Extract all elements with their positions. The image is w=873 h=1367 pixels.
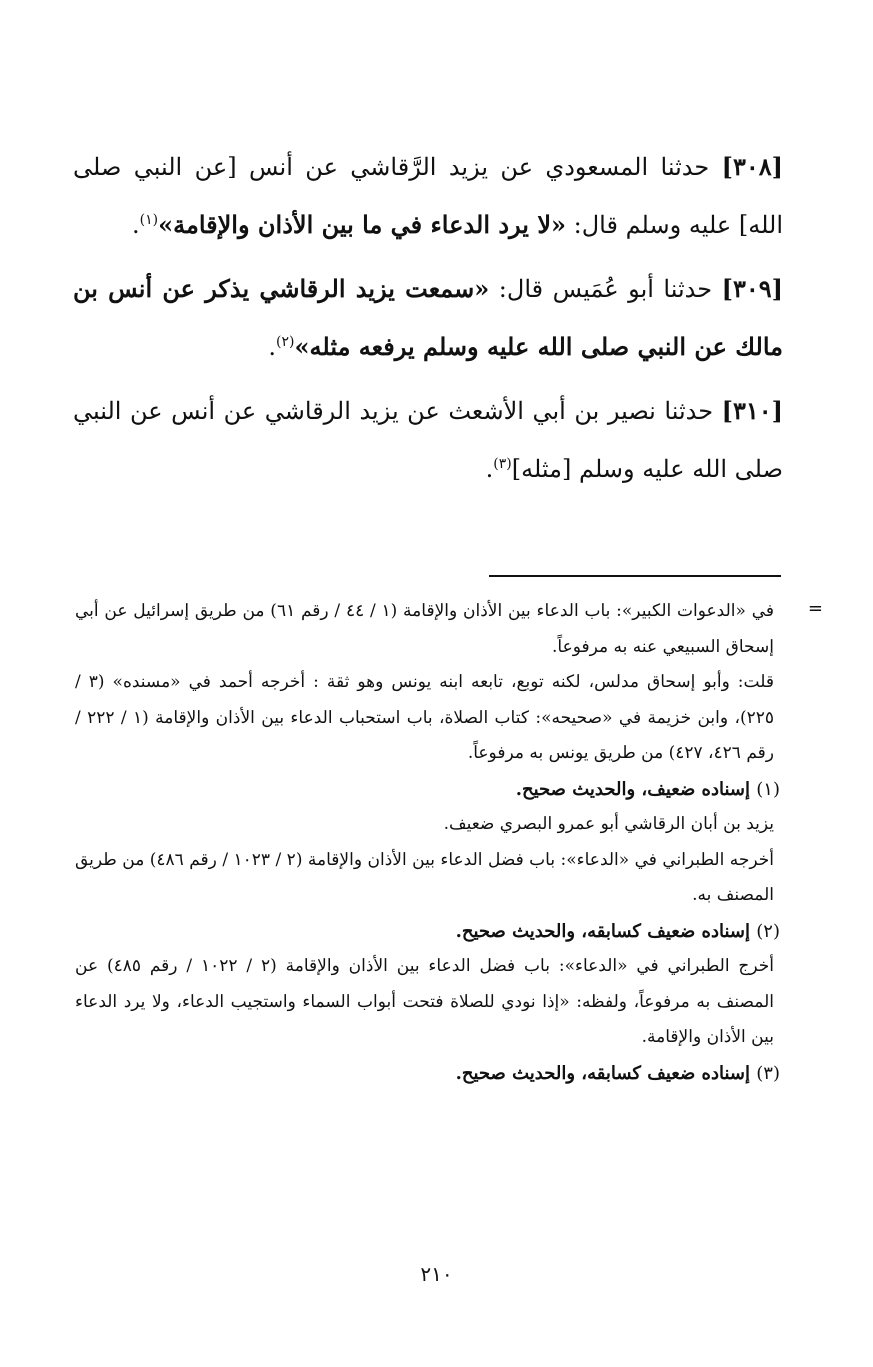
page-number: ٢١٠ <box>420 1262 453 1286</box>
hadith-308 <box>73 138 783 254</box>
hadith-text: حدثنا نصير بن أبي الأشعث عن يزيد الرقاشي عن أنس عن النبي صلى الله عليه وسلم [مثله] <box>73 397 783 483</box>
footnote-number: (٣) <box>756 1062 780 1084</box>
hadith-text: حدثنا أبو عُمَيس قال: <box>489 275 722 303</box>
footnote-ref[interactable]: (٣) <box>493 456 512 472</box>
hadith-matn: «سمعت يزيد الرقاشي يذكر عن أنس بن مالك عن النبي صلى الله عليه وسلم يرفعه مثله» <box>73 274 783 361</box>
hadith-309 <box>73 260 783 376</box>
footnote-number: (١) <box>756 778 780 800</box>
footnotes-section <box>75 594 780 1091</box>
footnote-ref[interactable]: (٢) <box>276 334 295 350</box>
hadith-number: [٣٠٨] <box>721 152 783 181</box>
hadith-number: [٣١٠] <box>721 396 783 425</box>
footnote-1-line: أخرجه الطبراني في «الدعاء»: باب فضل الدعاء بين الأذان والإقامة (٢ / ١٠٢٣ / رقم ٤٨٦) من طريق المصنف به. <box>75 849 775 905</box>
footnote-2-line: أخرج الطبراني في «الدعاء»: باب فضل الدعاء بين الأذان والإقامة (٢ / ١٠٢٢ / رقم ٤٨٥) عن المصنف به مرفوعاً، ولفظه: «إذا نودي للصلاة فتحت أبواب السماء واستجيب الدعاء، ولا يرد الدعاء بين الأذان والإقامة. <box>75 956 774 1047</box>
hadith-section <box>73 138 783 504</box>
hadith-number: [٣٠٩] <box>721 274 783 303</box>
footnote-3-heading <box>75 1056 780 1092</box>
hadith-end: . <box>132 211 140 239</box>
hadith-text: حدثنا المسعودي عن يزيد الرَّقاشي عن أنس [عن النبي صلى الله] عليه وسلم قال: <box>73 153 783 239</box>
footnote-grade: إسناده ضعيف كسابقه، والحديث صحيح. <box>455 1062 750 1084</box>
footnote-separator <box>489 575 781 577</box>
hadith-end: . <box>268 333 277 361</box>
hadith-matn: «لا يرد الدعاء في ما بين الأذان والإقامة» <box>158 210 567 239</box>
footnote-continued-line: في «الدعوات الكبير»: باب الدعاء بين الأذان والإقامة (١ / ٤٤ / رقم ٦١) من طريق إسرائيل عن أبي إسحاق السبيعي عنه به مرفوعاً. <box>75 601 774 657</box>
hadith-end: . <box>485 455 494 483</box>
footnote-2-heading <box>75 914 780 950</box>
continuation-marker: = <box>807 598 823 619</box>
footnote-continued-line: قلت: وأبو إسحاق مدلس، لكنه توبع، تابعه ابنه يونس وهو ثقة : أخرجه أحمد في «مسنده» (٣ / ٢٢٥)، وابن خزيمة في «صحيحه»: كتاب الصلاة، باب استحباب الدعاء بين الأذان والإقامة (١ / ٢٢٢ / رقم ٤٢٦، ٤٢٧) من طريق يونس به مرفوعاً. <box>75 672 774 763</box>
footnote-grade: إسناده ضعيف، والحديث صحيح. <box>515 778 750 800</box>
footnote-grade: إسناده ضعيف كسابقه، والحديث صحيح. <box>455 920 750 942</box>
footnote-1-line: يزيد بن أبان الرقاشي أبو عمرو البصري ضعيف. <box>443 814 774 834</box>
footnote-number: (٢) <box>756 920 780 942</box>
footnote-1-heading <box>75 772 780 808</box>
footnote-ref[interactable]: (١) <box>139 212 159 228</box>
hadith-310 <box>73 382 783 498</box>
